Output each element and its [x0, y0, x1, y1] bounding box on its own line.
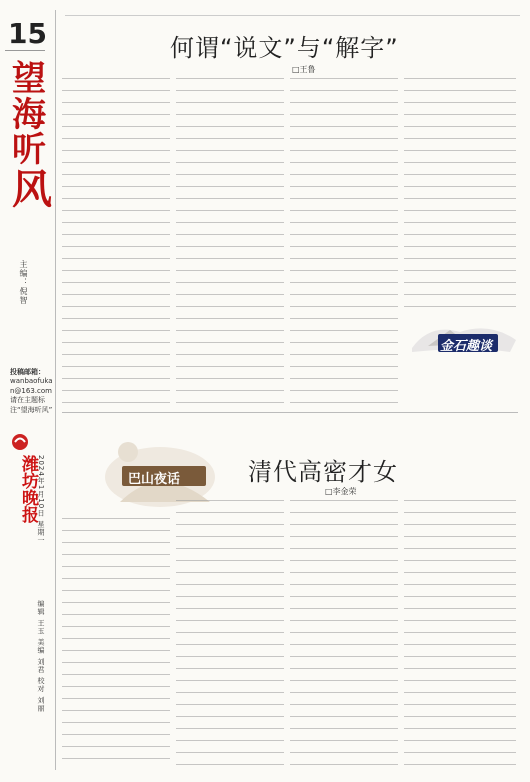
article-title: 清代高密才女 — [248, 458, 398, 486]
page-number: 15 — [8, 17, 47, 50]
article-body-column — [62, 78, 170, 406]
article-body-column — [404, 78, 516, 308]
contact-email: wanbaofukan@163.com — [10, 377, 53, 395]
section-tag: 金石趣谈 — [440, 339, 493, 354]
section-tag-banner — [410, 318, 518, 358]
section-title-char: 望 — [12, 59, 46, 99]
top-rule — [65, 15, 520, 16]
column-divider — [55, 10, 56, 770]
divider — [5, 50, 45, 51]
section-title-char: 听 — [12, 130, 46, 171]
article-author: □王鲁 — [292, 65, 316, 74]
section-tag: 巴山夜话 — [128, 472, 181, 487]
contact-note: 请在主题标注“望海听风” — [10, 396, 53, 414]
paper-date: 2024年1月10日 星期一 — [37, 455, 45, 545]
section-tag-banner — [100, 422, 220, 512]
staff-line: 编辑 王玉 美编 刘君 校对 刘丽 — [37, 600, 45, 713]
article-body-column — [176, 78, 284, 406]
paper-name: 潍坊晚报 — [18, 455, 38, 523]
article-divider — [62, 412, 518, 413]
article-body-column — [290, 500, 398, 770]
article-body-column — [404, 500, 516, 770]
article-author: □李金荣 — [325, 487, 357, 496]
article-body-column — [290, 78, 398, 406]
article-body-column — [176, 500, 284, 770]
contact-label: 投稿邮箱： — [10, 368, 45, 376]
section-title-char: 海 — [12, 94, 46, 135]
column-motto: 主编：倪智 — [19, 260, 28, 305]
section-title-char: 风 — [12, 166, 52, 214]
paper-logo-icon — [10, 432, 40, 452]
article-body-column — [62, 518, 170, 770]
section-title — [12, 59, 52, 214]
contact-block — [10, 368, 54, 415]
article-title: 何谓“说文”与“解字” — [170, 34, 399, 62]
